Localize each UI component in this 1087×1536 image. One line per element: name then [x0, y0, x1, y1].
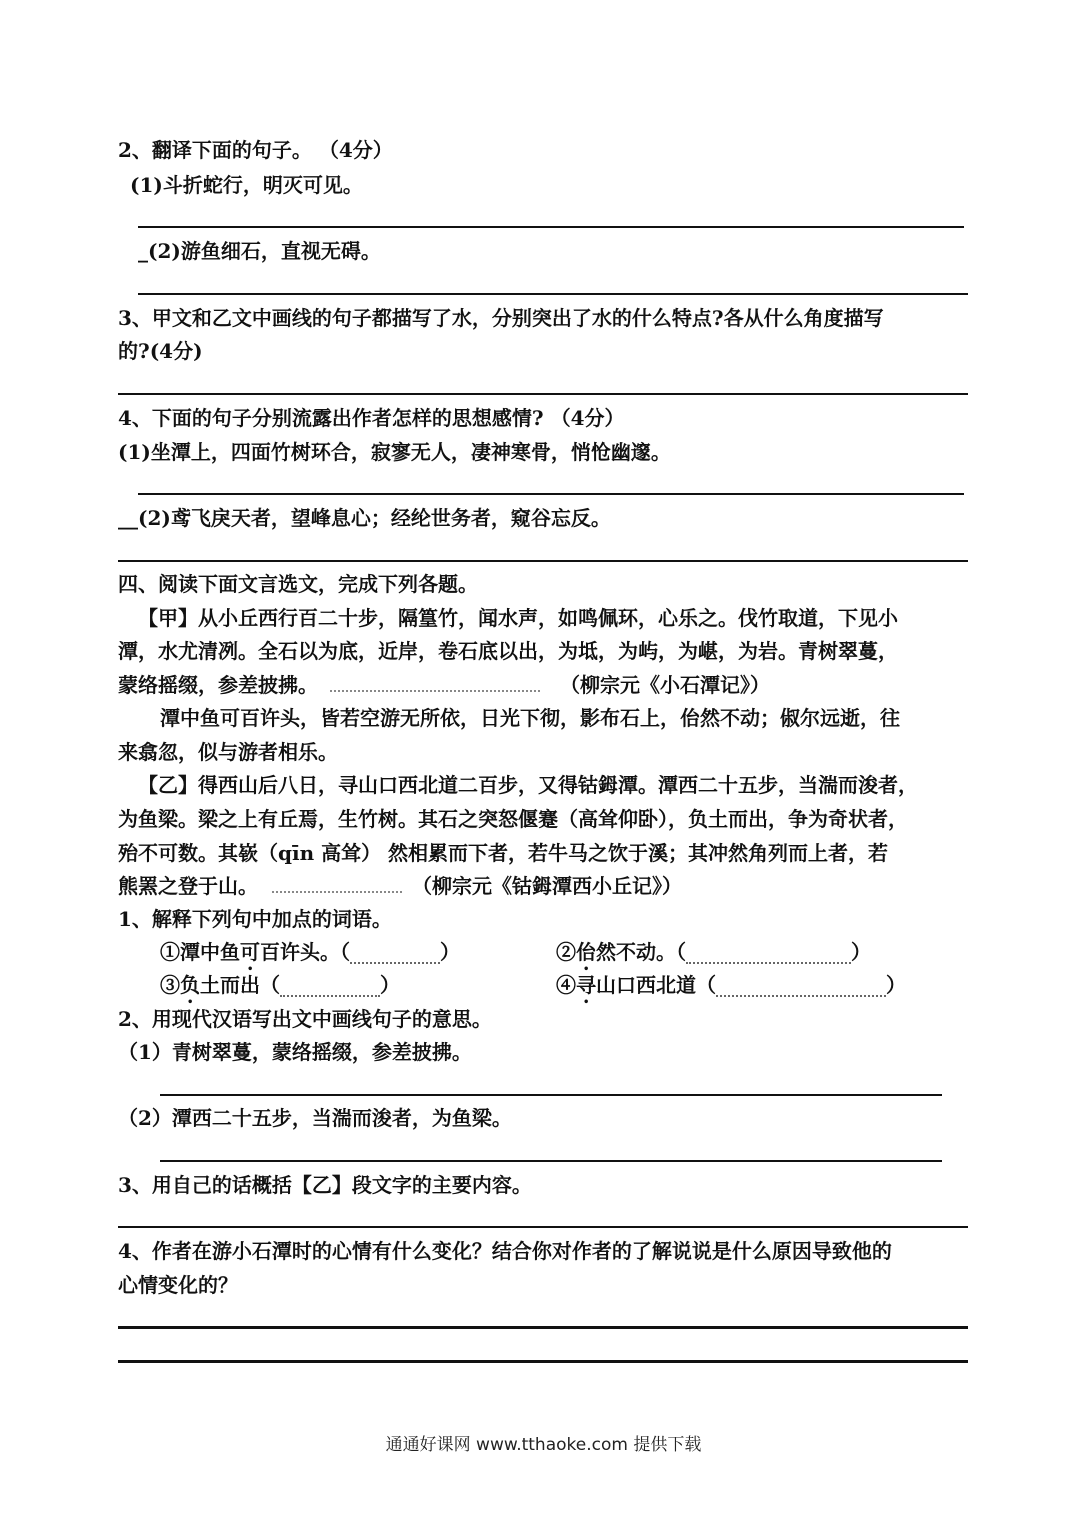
passage-jia-line-3: 蒙络摇缀，参差披拂。 — [118, 673, 318, 697]
s4-q4-line-2: 心情变化的？ — [118, 1273, 238, 1297]
passage-yi-line-2: 为鱼梁。梁之上有丘焉，生竹树。其石之突怒偃蹇（高耸仰卧），负土而出，争为奇状者， — [118, 807, 908, 831]
answer-line — [118, 393, 968, 395]
answer-line — [118, 1360, 968, 1363]
dotted-word: 可 — [240, 940, 260, 964]
answer-line — [138, 293, 968, 295]
s4-q4-line-1: 4、作者在游小石潭时的心情有什么变化？结合你对作者的了解说说是什么原因导致他的 — [118, 1239, 892, 1263]
q2-title: 2、翻译下面的句子。 （4分） — [118, 138, 393, 162]
answer-line — [160, 1094, 942, 1096]
vocab-text: ①潭中鱼 — [160, 940, 240, 964]
passage-yi-line-4: 熊罴之登于山。 — [118, 874, 258, 898]
vocab-answer-blank[interactable] — [686, 944, 851, 964]
q3-line-2: 的?(4分) — [118, 339, 203, 363]
answer-line — [160, 1160, 942, 1162]
vocab-answer-blank[interactable] — [350, 944, 440, 964]
passage-jia-line-4: 潭中鱼可百许头，皆若空游无所依，日光下彻，影布石上，佁然不动；俶尔远逝，往 — [160, 706, 900, 730]
passage-yi-line-3: 殆不可数。其嵚（qīn 高耸） 然相累而下者，若牛马之饮于溪；其冲然角列而上者，若 — [118, 841, 889, 865]
s4-q2-sentence-1: （1）青树翠蔓，蒙络摇缀，参差披拂。 — [118, 1040, 472, 1064]
dotted-word: 负 — [180, 973, 200, 997]
passage-jia-line-5: 来翕忽，似与游者相乐。 — [118, 740, 338, 764]
s4-q1-title: 1、解释下列句中加点的词语。 — [118, 907, 392, 931]
passage-jia-line-1: 【甲】从小丘西行百二十步，隔篁竹，闻水声，如鸣佩环，心乐之。伐竹取道，下见小 — [138, 606, 898, 630]
q2-sentence-1: (1)斗折蛇行，明灭可见。 — [130, 173, 363, 197]
q4-sentence-2: __(2)鸢飞戾天者，望峰息心；经纶世务者，窥谷忘反。 — [118, 506, 611, 530]
q4-title: 4、下面的句子分别流露出作者怎样的思想感情? （4分） — [118, 406, 625, 430]
answer-line — [138, 493, 964, 495]
dotted-word: 寻 — [576, 973, 596, 997]
vocab-text: ④ — [556, 973, 576, 997]
close-paren: ） — [851, 940, 871, 964]
passage-yi-line-1: 【乙】得西山后八日，寻山口西北道二百步，又得钴鉧潭。潭西二十五步，当湍而浚者， — [138, 773, 918, 797]
section-4-heading: 四、阅读下面文言选文，完成下列各题。 — [118, 572, 478, 596]
vocab-text: 山口西北道（ — [596, 973, 716, 997]
q3-line-1: 3、甲文和乙文中画线的句子都描写了水，分别突出了水的什么特点?各从什么角度描写 — [118, 306, 884, 330]
passage-jia-line-2: 潭，水尤清冽。全石以为底，近岸，卷石底以出，为坻，为屿，为嵁，为岩。青树翠蔓， — [118, 639, 898, 663]
dotted-separator — [272, 891, 402, 893]
vocab-text: ③ — [160, 973, 180, 997]
s4-q2-title: 2、用现代汉语写出文中画线句子的意思。 — [118, 1007, 492, 1031]
vocab-text: 百许头。（ — [260, 940, 350, 964]
vocab-text: 然不动。（ — [596, 940, 686, 964]
s4-q2-sentence-2: （2）潭西二十五步，当湍而浚者，为鱼梁。 — [118, 1106, 512, 1130]
dotted-word: 佁 — [576, 940, 596, 964]
vocab-text: ② — [556, 940, 576, 964]
vocab-answer-blank[interactable] — [280, 977, 380, 997]
page-footer: 通通好课网 www.tthaoke.com 提供下载 — [385, 1435, 702, 1455]
q2-sentence-2: _(2)游鱼细石，直视无碍。 — [138, 239, 381, 263]
answer-line — [118, 1326, 968, 1329]
vocab-item-4 — [556, 970, 906, 1008]
q4-sentence-1: (1)坐潭上，四面竹树环合，寂寥无人，凄神寒骨，悄怆幽邃。 — [118, 440, 671, 464]
answer-line — [118, 560, 968, 562]
passage-jia-source: （柳宗元《小石潭记》） — [560, 673, 770, 697]
close-paren: ） — [380, 973, 400, 997]
passage-yi-source: （柳宗元《钴鉧潭西小丘记》） — [412, 874, 682, 898]
vocab-answer-blank[interactable] — [716, 977, 886, 997]
close-paren: ） — [886, 973, 906, 997]
vocab-text: 土而出（ — [200, 973, 280, 997]
answer-line — [118, 1226, 968, 1228]
s4-q3-title: 3、用自己的话概括【乙】段文字的主要内容。 — [118, 1173, 532, 1197]
dotted-separator — [330, 690, 540, 692]
vocab-item-3 — [160, 970, 400, 1008]
answer-line — [138, 226, 964, 228]
close-paren: ） — [440, 940, 460, 964]
